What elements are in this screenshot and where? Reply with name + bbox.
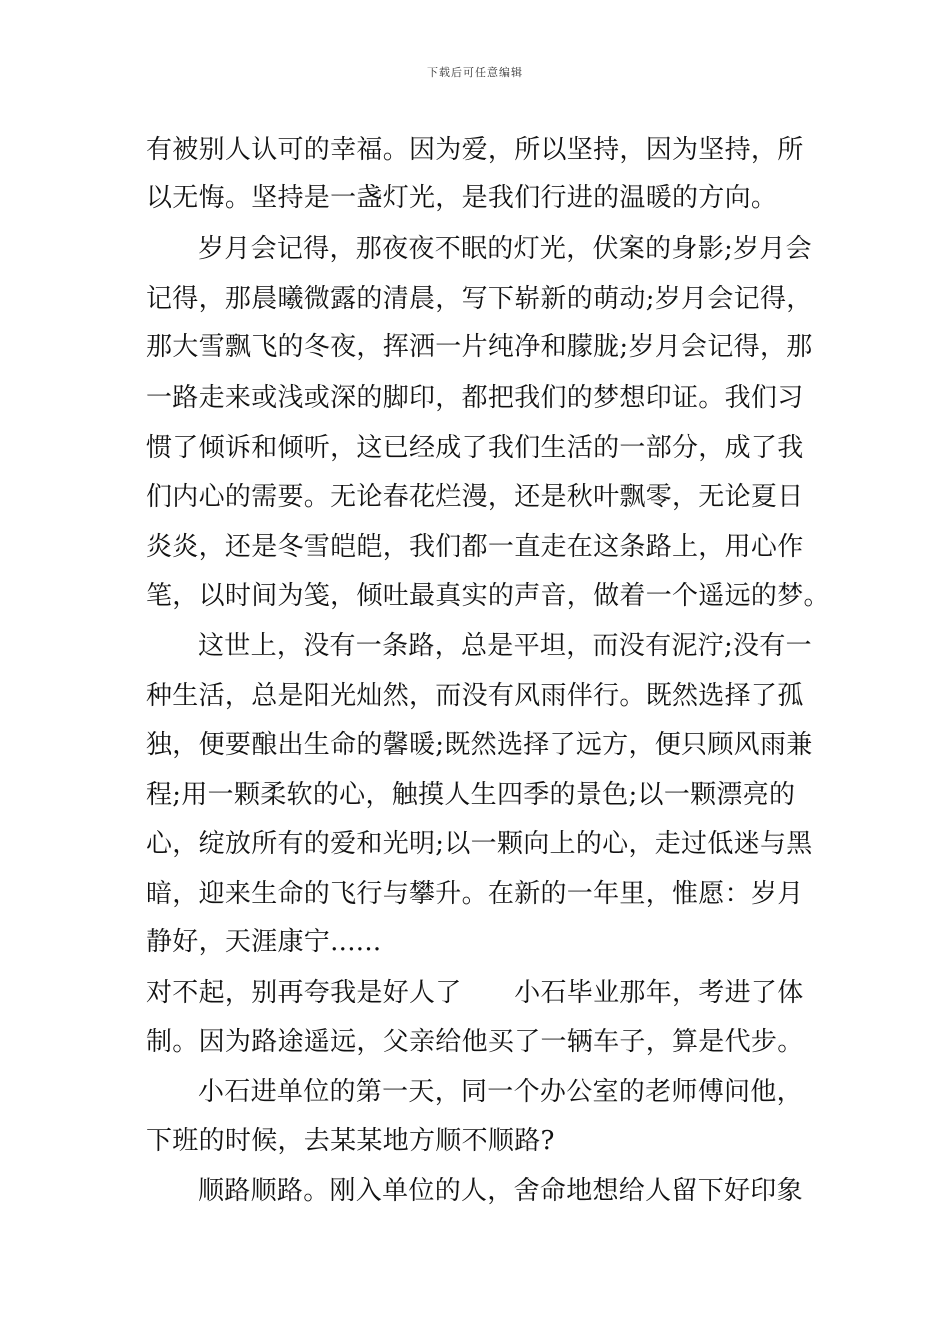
text-line: 那大雪飘飞的冬夜，挥洒一片纯净和朦胧;岁月会记得，那 xyxy=(146,332,813,362)
text-line: 静好，天涯康宁...... xyxy=(146,927,382,957)
page-header: 下载后可任意编辑 xyxy=(427,66,523,79)
paragraph-start: 这世上，没有一条路，总是平坦，而没有泥泞;没有一 xyxy=(198,631,812,661)
text-line: 有被别人认可的幸福。因为爱，所以坚持，因为坚持，所 xyxy=(146,135,804,165)
text-line: 炎炎，还是冬雪皑皑，我们都一直走在这条路上，用心作 xyxy=(146,532,804,562)
text-line: 惯了倾诉和倾听，这已经成了我们生活的一部分，成了我 xyxy=(146,433,804,463)
paragraph-start: 顺路顺路。刚入单位的人，舍命地想给人留下好印象 xyxy=(198,1176,803,1206)
text-line: 下班的时候，去某某地方顺不顺路? xyxy=(146,1126,555,1156)
text-line: 以无悔。坚持是一盏灯光，是我们行进的温暖的方向。 xyxy=(146,183,778,213)
text-line: 们内心的需要。无论春花烂漫，还是秋叶飘零，无论夏日 xyxy=(146,482,804,512)
paragraph-start: 岁月会记得，那夜夜不眠的灯光，伏案的身影;岁月会 xyxy=(198,234,812,264)
text-line: 暗，迎来生命的飞行与攀升。在新的一年里，惟愿：岁月 xyxy=(146,879,804,909)
text-line: 心，绽放所有的爱和光明;以一颗向上的心，走过低迷与黑 xyxy=(146,829,813,859)
text-line: 种生活，总是阳光灿然，而没有风雨伴行。既然选择了孤 xyxy=(146,681,804,711)
text-line: 一路走来或浅或深的脚印，都把我们的梦想印证。我们习 xyxy=(146,383,804,413)
text-line: 笔，以时间为笺，倾吐最真实的声音，做着一个遥远的梦。 xyxy=(146,581,830,611)
paragraph-start: 小石进单位的第一天，同一个办公室的老师傅问他， xyxy=(198,1077,803,1107)
text-line: 记得，那晨曦微露的清晨，写下崭新的萌动;岁月会记得， xyxy=(146,284,813,314)
text-line: 制。因为路途遥远，父亲给他买了一辆车子，算是代步。 xyxy=(146,1027,804,1057)
section-title-line: 对不起，别再夸我是好人了 小石毕业那年，考进了体 xyxy=(146,978,804,1008)
text-line: 程;用一颗柔软的心，触摸人生四季的景色;以一颗漂亮的 xyxy=(146,780,796,810)
text-line: 独，便要酿出生命的馨暖;既然选择了远方，便只顾风雨兼 xyxy=(146,730,813,760)
